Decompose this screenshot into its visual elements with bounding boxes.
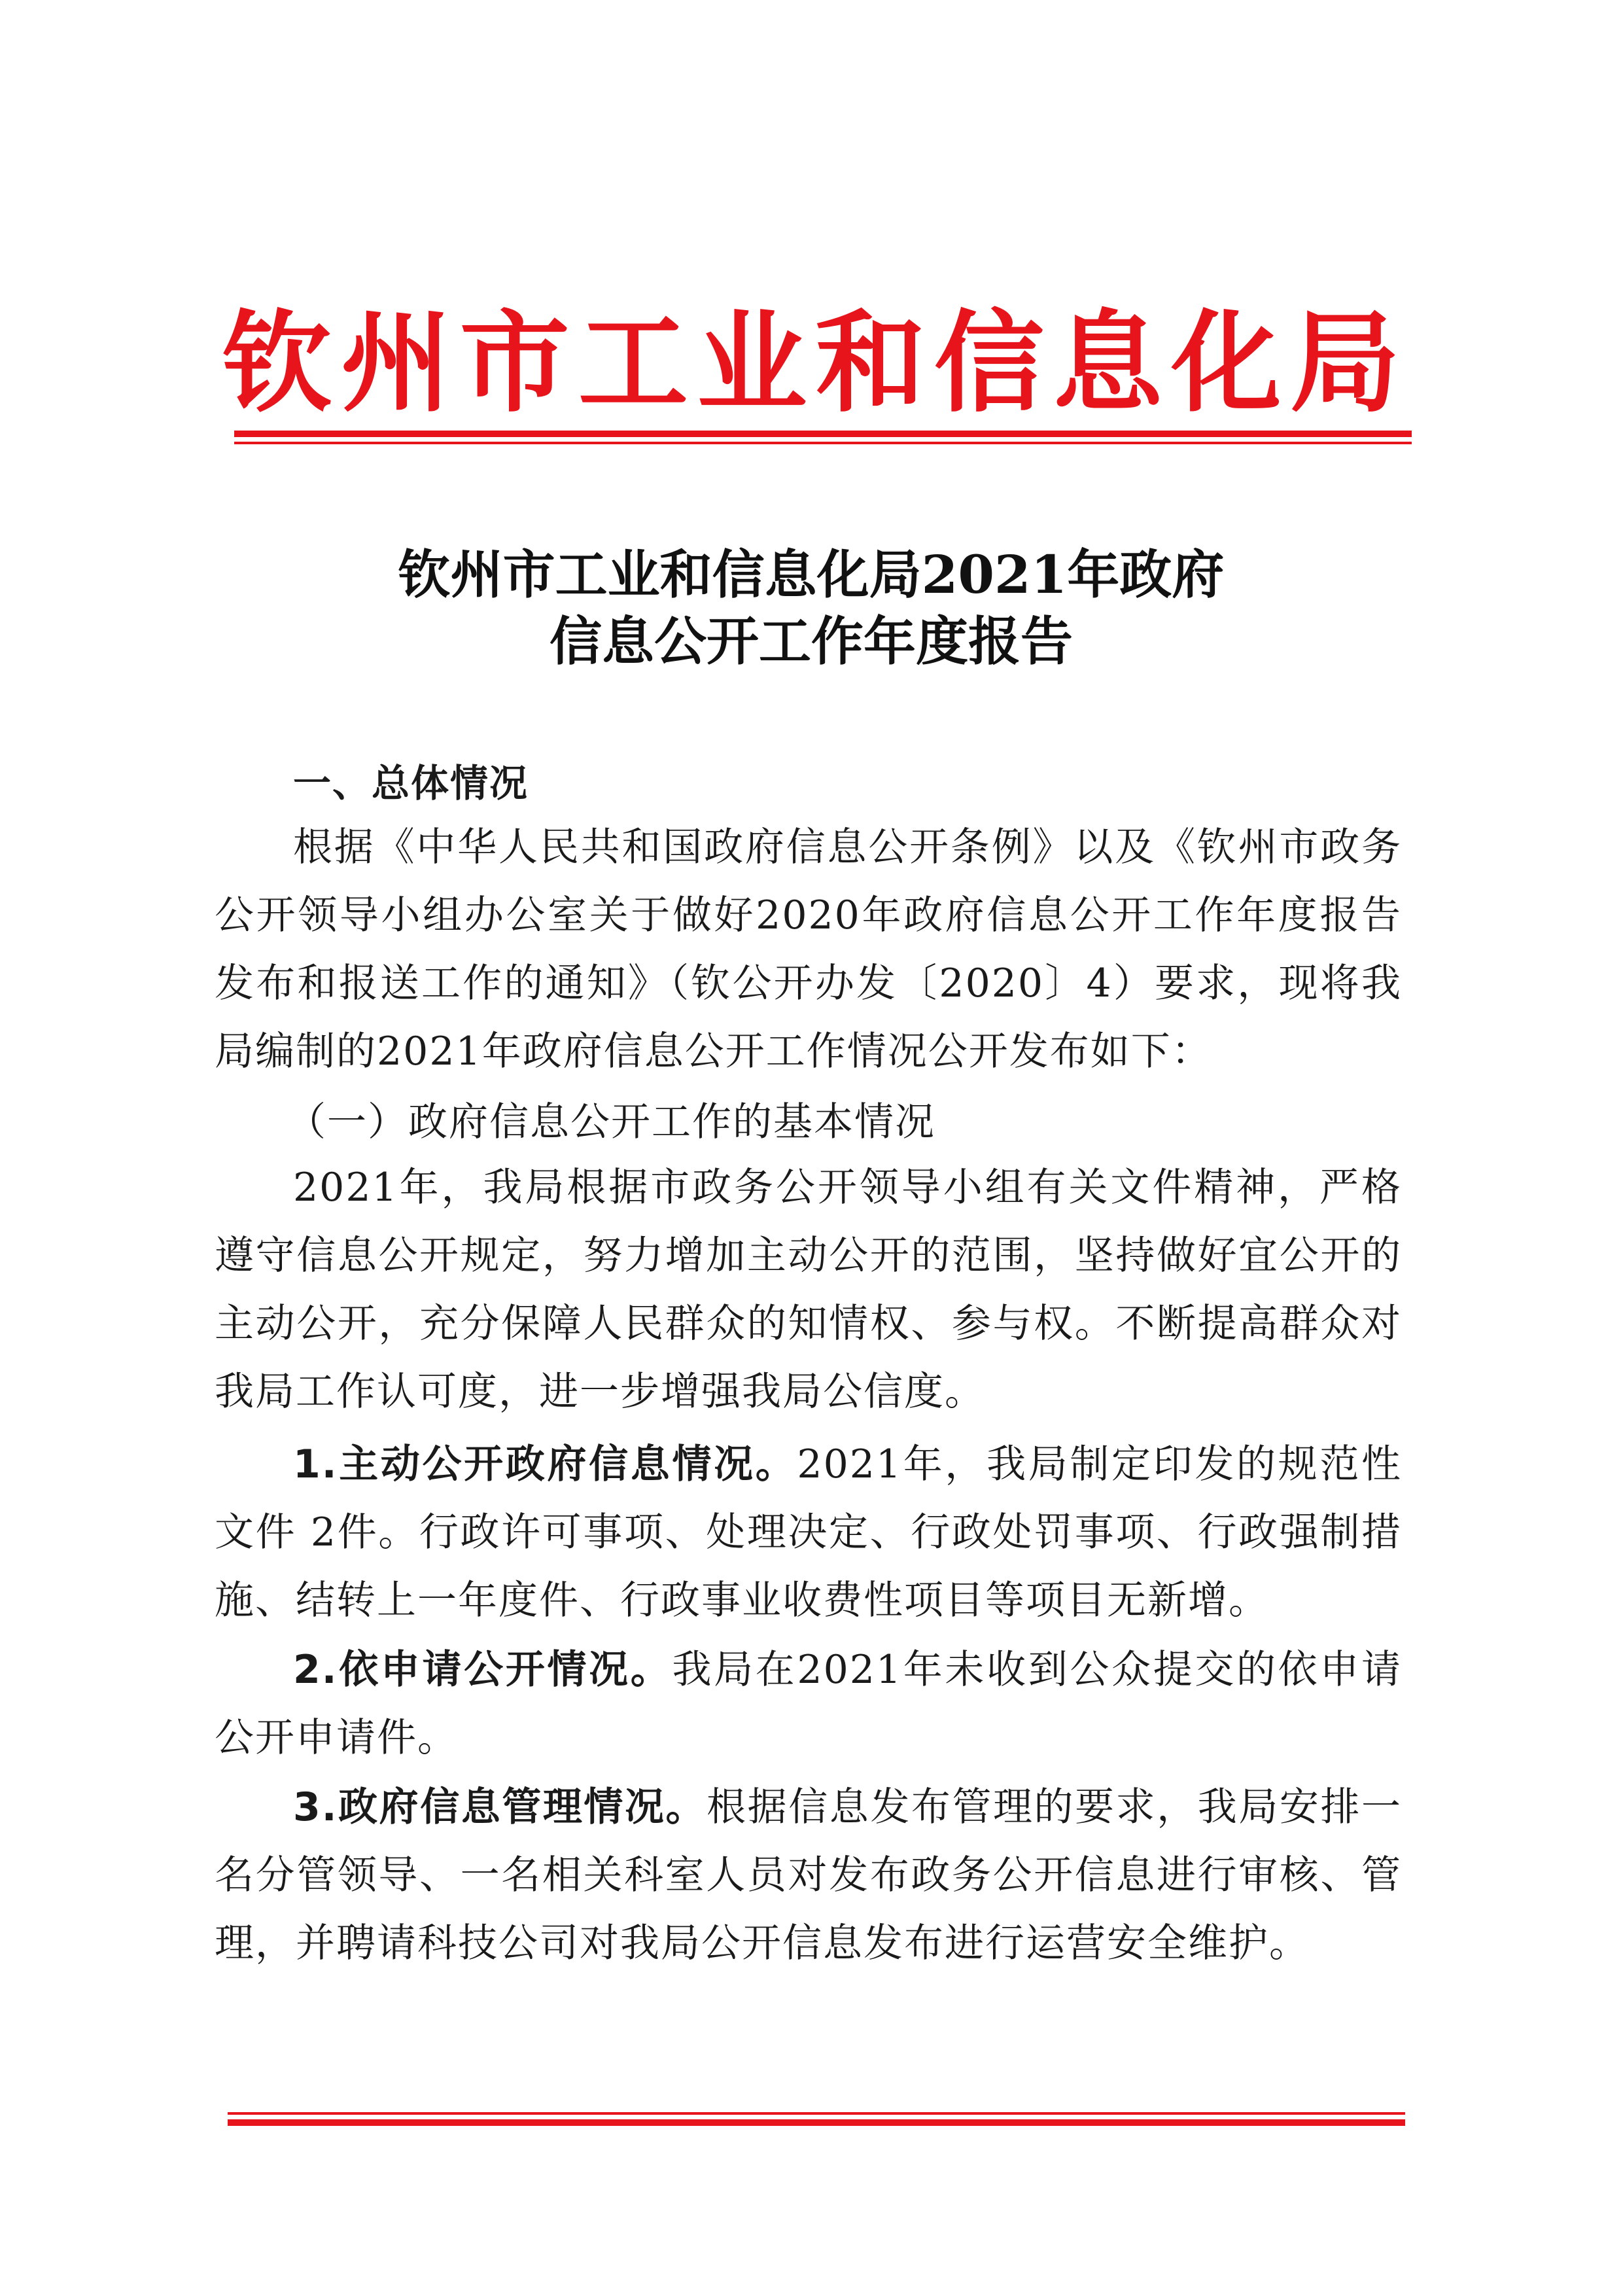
item2-lead: 2.依申请公开情况。 bbox=[293, 1647, 672, 1693]
document-title-line-2: 信息公开工作年度报告 bbox=[550, 610, 1073, 672]
item2-text: 我局在2021年未收到公众提交的依申请公开申请件。 bbox=[215, 1647, 1402, 1761]
item1-lead: 1.主动公开政府信息情况。 bbox=[293, 1441, 797, 1487]
item2-block bbox=[215, 1636, 1402, 1772]
masthead-char: 息 bbox=[1053, 299, 1163, 427]
item3-lead: 3.政府信息管理情况。 bbox=[293, 1784, 707, 1830]
masthead-char: 州 bbox=[341, 299, 451, 427]
basic-situation-paragraph: 2021年，我局根据市政务公开领导小组有关文件精神，严格遵守信息公开规定，努力增加主动公开的范围，坚持做好宜公开的主动公开，充分保障人民群众的知情权、参与权。不断提高群众对我局工作认可度，进一步增强我局公信度。 bbox=[215, 1165, 1402, 1415]
item1-paragraph bbox=[215, 1430, 1402, 1634]
masthead-char: 工 bbox=[578, 299, 688, 427]
footer-divider-thin bbox=[228, 2112, 1405, 2115]
masthead-org-name bbox=[222, 298, 1400, 429]
subheading-basic-situation: （一）政府信息公开工作的基本情况 bbox=[287, 1099, 935, 1145]
masthead-divider-thick bbox=[234, 431, 1412, 437]
item1-text: 2021年，我局制定印发的规范性文件 2件。行政许可事项、处理决定、行政处罚事项、行政强制措施、结转上一年度件、行政事业收费性项目等项目无新增。 bbox=[215, 1441, 1402, 1623]
document-title-line-1: 钦州市工业和信息化局2021年政府 bbox=[398, 544, 1225, 605]
basic-situation-block bbox=[215, 1154, 1402, 1426]
intro-paragraph-block bbox=[215, 813, 1402, 1086]
masthead-char: 和 bbox=[815, 299, 926, 427]
item3-block bbox=[215, 1773, 1402, 1977]
subheading-block bbox=[215, 1088, 1402, 1156]
intro-paragraph: 根据《中华人民共和国政府信息公开条例》以及《钦州市政务公开领导小组办公室关于做好2020年政府信息公开工作年度报告发布和报送工作的通知》（钦公开办发〔2020〕4）要求，现将我局编制的2021年政府信息公开工作情况公开发布如下： bbox=[215, 824, 1402, 1074]
item1-block bbox=[215, 1430, 1402, 1634]
masthead-divider-thin bbox=[234, 442, 1412, 444]
footer-divider-thick bbox=[228, 2119, 1405, 2126]
item2-paragraph bbox=[215, 1636, 1402, 1772]
masthead-char: 信 bbox=[934, 299, 1044, 427]
item3-text: 根据信息发布管理的要求，我局安排一名分管领导、一名相关科室人员对发布政务公开信息进行审核、管理，并聘请科技公司对我局公开信息发布进行运营安全维护。 bbox=[215, 1784, 1403, 1966]
masthead-char: 局 bbox=[1289, 299, 1400, 427]
section-heading-overview: 一、总体情况 bbox=[293, 761, 529, 805]
masthead-char: 业 bbox=[697, 299, 807, 427]
masthead-char: 化 bbox=[1171, 299, 1282, 427]
masthead-char: 钦 bbox=[222, 299, 332, 427]
item3-paragraph bbox=[215, 1773, 1402, 1977]
masthead-char: 市 bbox=[459, 299, 570, 427]
